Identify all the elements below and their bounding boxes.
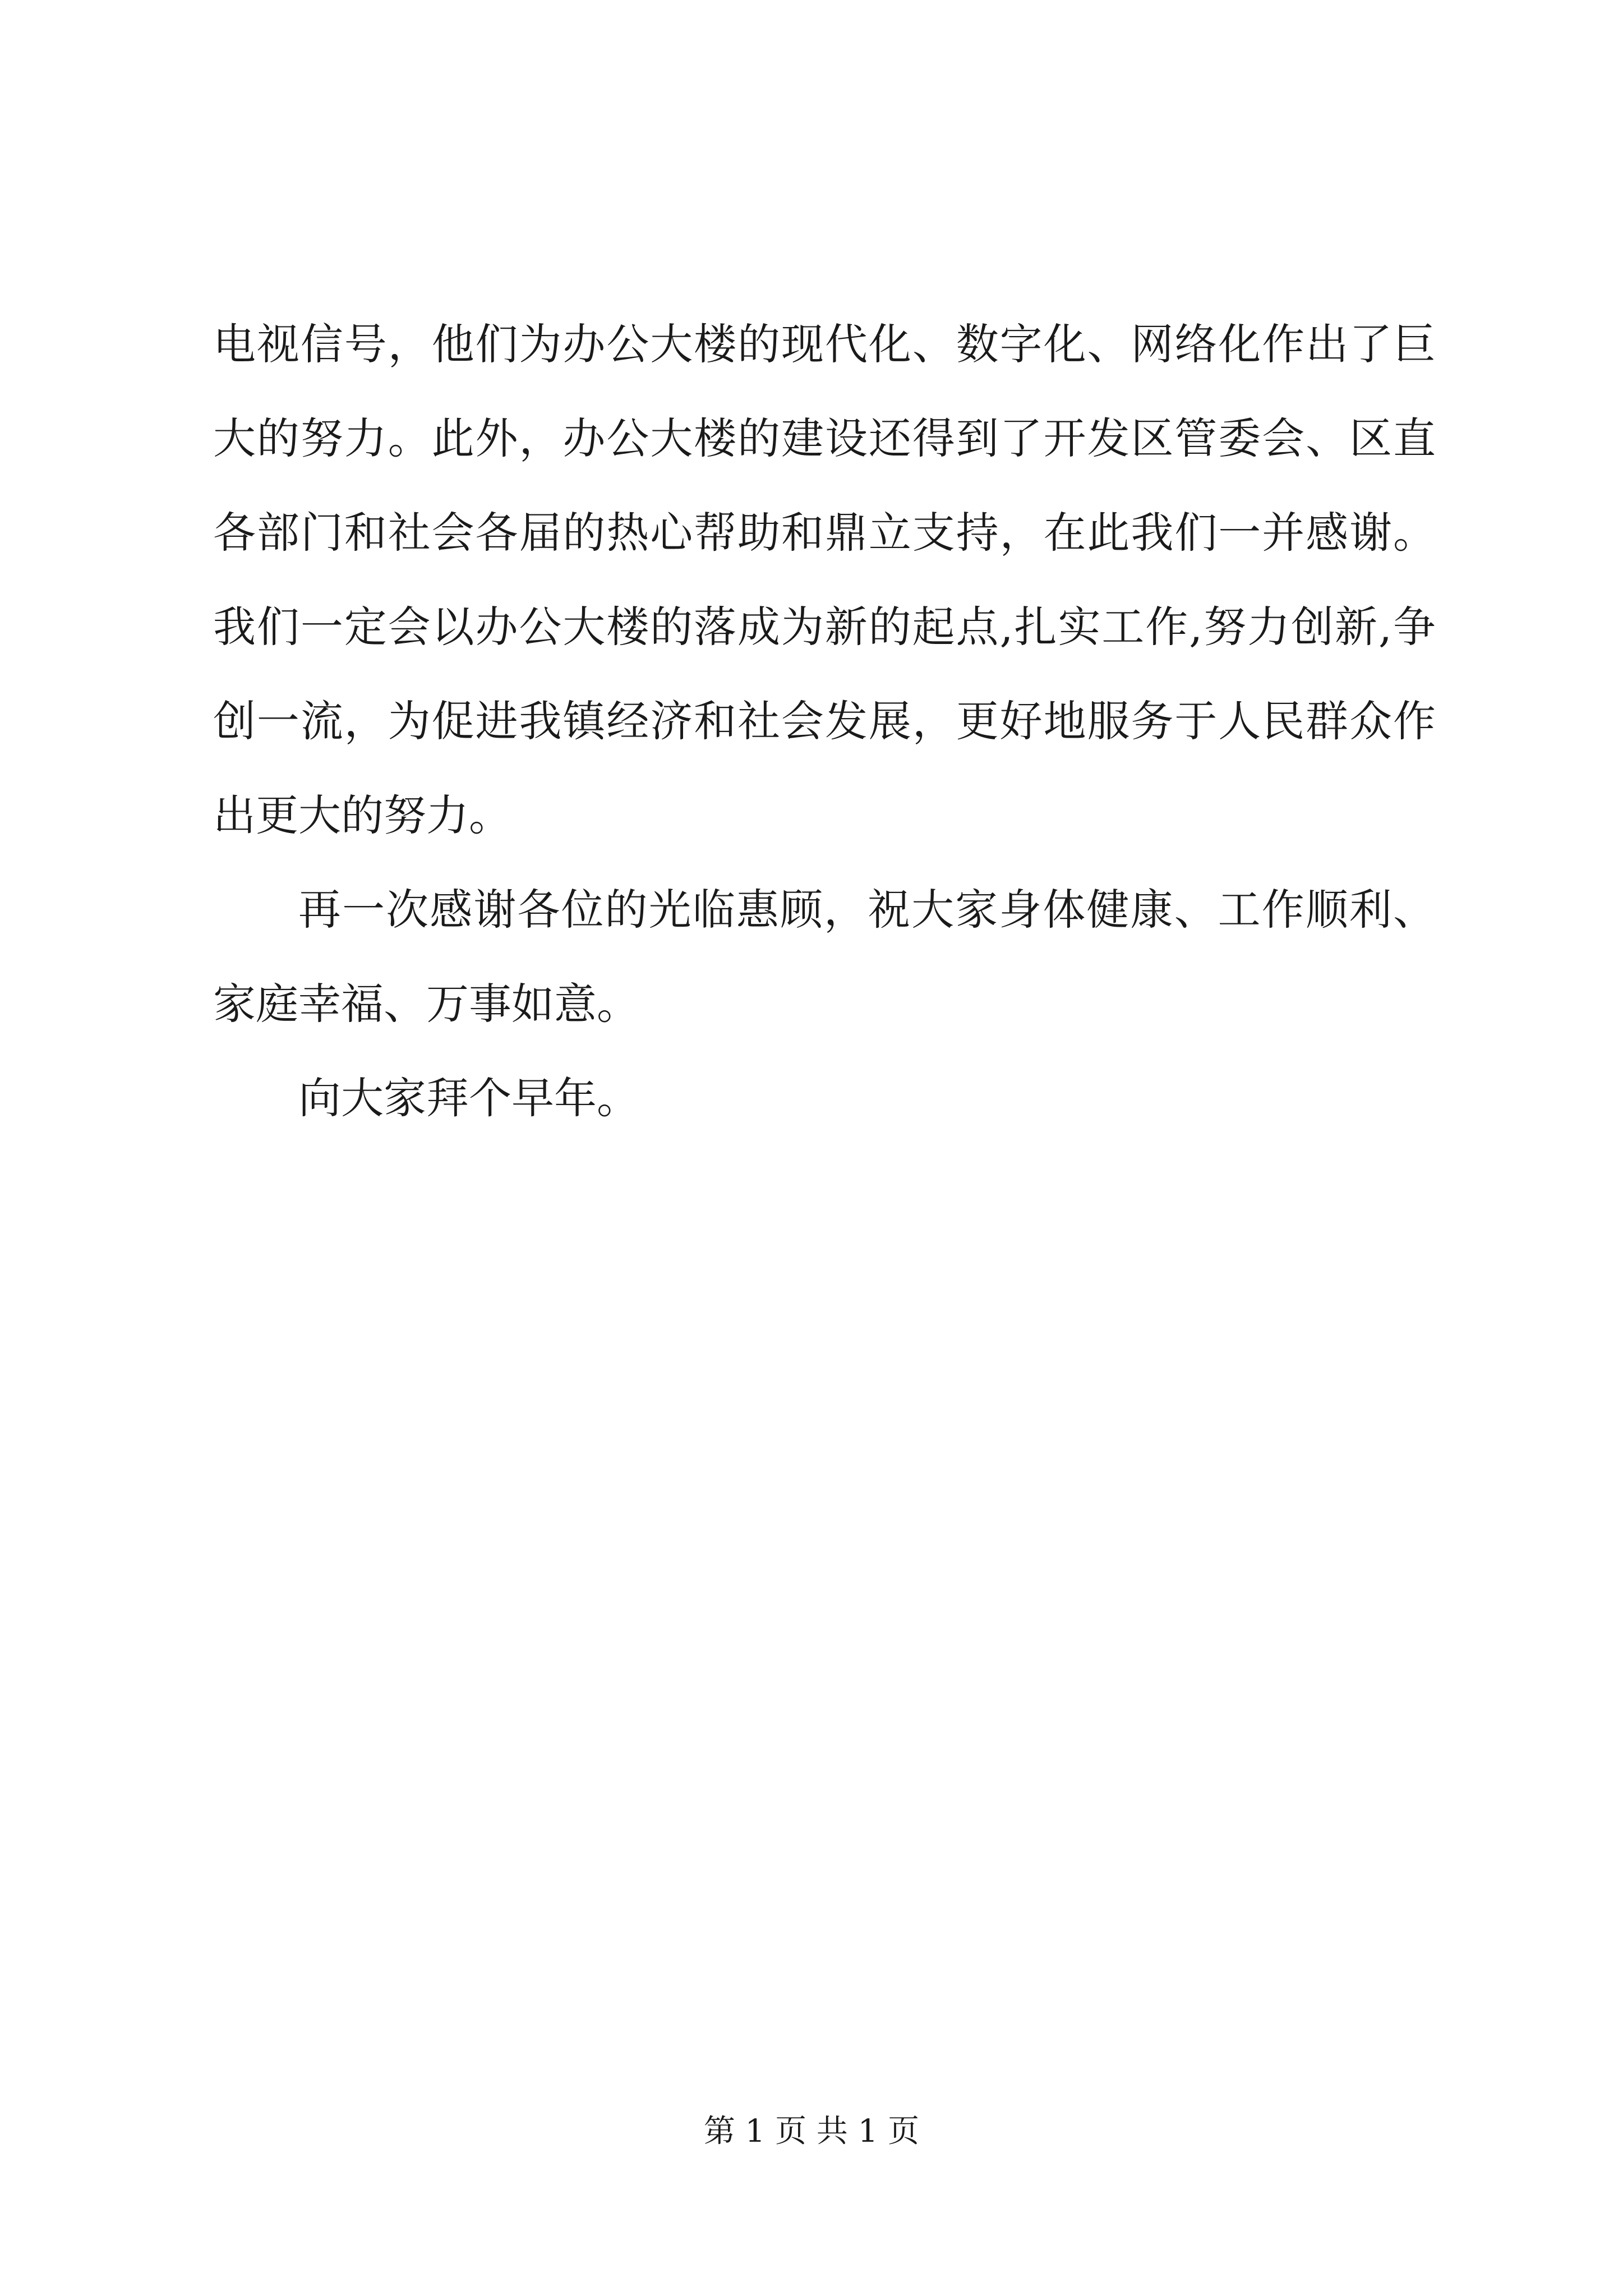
page-footer: 第 1 页 共 1 页 [703, 2113, 920, 2150]
paragraph-new-year: 向大家拜个早年。 [298, 1073, 639, 1123]
paragraph-thanks: 再一次感谢各位的光临惠顾，祝大家身体健康、工作顺利、家庭幸福、万事如意。 [213, 885, 1436, 1029]
paragraph-continuation: 电视信号，他们为办公大楼的现代化、数字化、网络化作出了巨大的努力。此外，办公大楼的建设还得到了开发区管委会、区直各部门和社会各届的热心帮助和鼎立支持，在此我们一并感谢。我们一定会以办公大楼的落成为新的起点,扎实工作,努力创新,争创一流，为促进我镇经济和社会发展，更好地服务于人民群众作出更大的努力。 [213, 319, 1436, 840]
document-body [213, 297, 1436, 1145]
